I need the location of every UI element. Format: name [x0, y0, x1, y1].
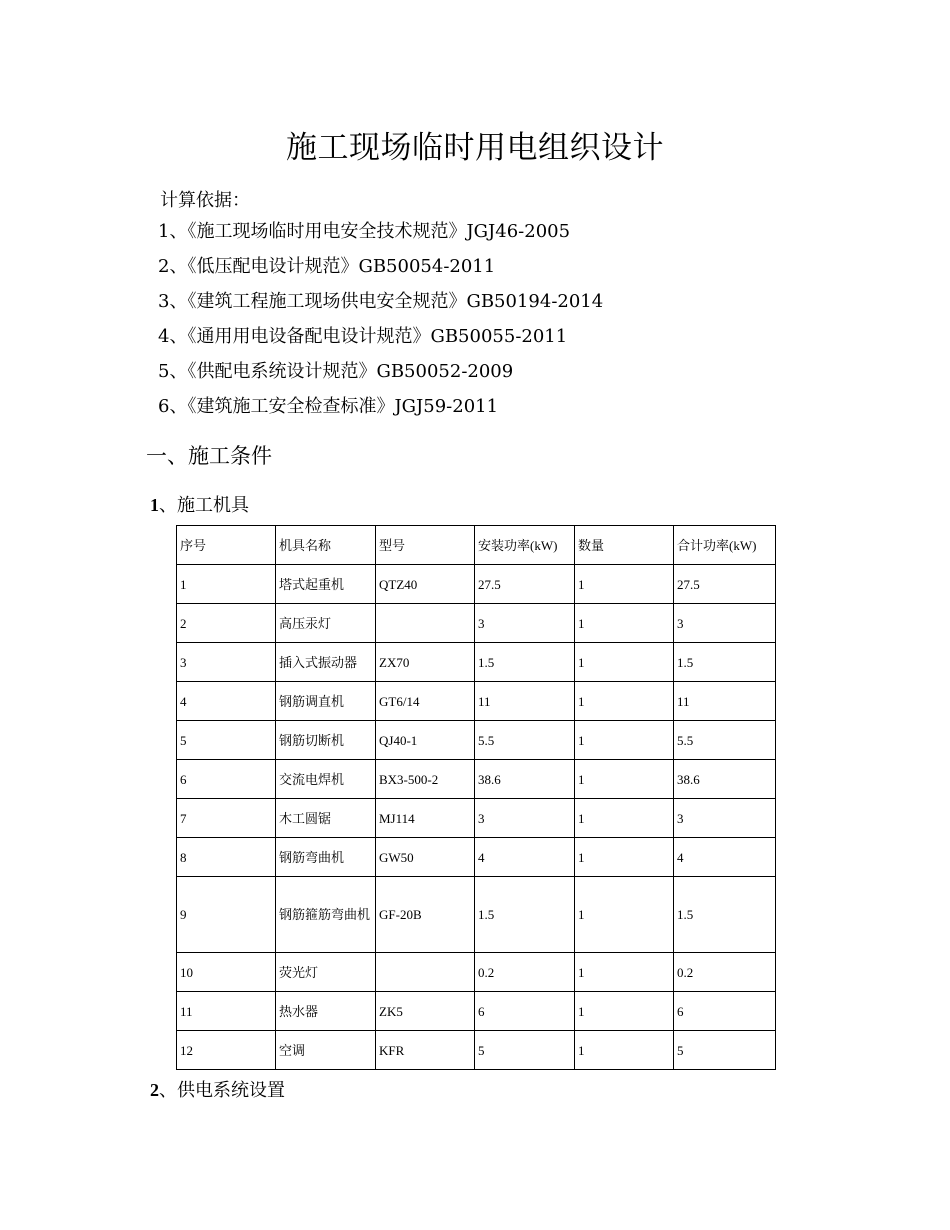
- subheading-number: 2: [150, 1080, 159, 1100]
- subheading-number: 1: [150, 495, 159, 515]
- table-cell: GF-20B: [376, 877, 475, 953]
- table-cell: 1.5: [674, 877, 776, 953]
- section-heading-construction-conditions: 一、施工条件: [146, 444, 272, 468]
- table-cell: 27.5: [475, 565, 575, 604]
- table-cell: 1.5: [475, 643, 575, 682]
- table-cell: 空调: [276, 1031, 376, 1070]
- table-cell: 9: [177, 877, 276, 953]
- table-cell: 1: [575, 877, 674, 953]
- table-header-row: [177, 526, 776, 565]
- table-cell: 荧光灯: [276, 953, 376, 992]
- table-cell: 2: [177, 604, 276, 643]
- table-cell: 5.5: [475, 721, 575, 760]
- table-row: [177, 838, 776, 877]
- basis-item: 1、《施工现场临时用电安全技术规范》JGJ46-2005: [158, 221, 571, 242]
- table-cell: 11: [674, 682, 776, 721]
- table-cell: 3: [674, 799, 776, 838]
- document-title: 施工现场临时用电组织设计: [286, 130, 664, 166]
- header-cell: 数量: [575, 526, 674, 565]
- table-cell: 1: [575, 760, 674, 799]
- basis-item: 4、《通用用电设备配电设计规范》GB50055-2011: [158, 326, 568, 347]
- table-row: [177, 643, 776, 682]
- table-row: [177, 992, 776, 1031]
- table-cell: 1: [575, 1031, 674, 1070]
- table-cell: 钢筋调直机: [276, 682, 376, 721]
- table-cell: 6: [475, 992, 575, 1031]
- table-cell: 6: [674, 992, 776, 1031]
- table-cell: GT6/14: [376, 682, 475, 721]
- table-row: [177, 760, 776, 799]
- table-cell: 1: [575, 565, 674, 604]
- table-cell: ZX70: [376, 643, 475, 682]
- table-cell: 1: [575, 953, 674, 992]
- table-cell: 5: [674, 1031, 776, 1070]
- table-cell: 热水器: [276, 992, 376, 1031]
- table-cell: 11: [177, 992, 276, 1031]
- basis-item: 3、《建筑工程施工现场供电安全规范》GB50194-2014: [158, 291, 604, 312]
- table-cell: 1: [575, 643, 674, 682]
- table-row: [177, 565, 776, 604]
- table-cell: 11: [475, 682, 575, 721]
- table-cell: 插入式振动器: [276, 643, 376, 682]
- header-cell: 安装功率(kW): [475, 526, 575, 565]
- subheading-text: 、施工机具: [159, 495, 249, 516]
- basis-item: 6、《建筑施工安全检查标准》JGJ59-2011: [158, 396, 499, 417]
- table-cell: 6: [177, 760, 276, 799]
- table-cell: 3: [674, 604, 776, 643]
- table-cell: 塔式起重机: [276, 565, 376, 604]
- table-cell: 27.5: [674, 565, 776, 604]
- table-cell: 1: [177, 565, 276, 604]
- basis-label: 计算依据：: [160, 190, 250, 211]
- header-cell: 序号: [177, 526, 276, 565]
- table-row: [177, 877, 776, 953]
- equipment-table: [176, 525, 776, 1070]
- table-row: [177, 953, 776, 992]
- table-cell: BX3-500-2: [376, 760, 475, 799]
- table-cell: 交流电焊机: [276, 760, 376, 799]
- table-cell: 钢筋弯曲机: [276, 838, 376, 877]
- table-cell: 12: [177, 1031, 276, 1070]
- table-cell: 1: [575, 721, 674, 760]
- table-cell: 7: [177, 799, 276, 838]
- table-cell: 5: [177, 721, 276, 760]
- table-cell: 10: [177, 953, 276, 992]
- table-cell: KFR: [376, 1031, 475, 1070]
- subheading-power-supply: [150, 1076, 285, 1102]
- table-cell: ZK5: [376, 992, 475, 1031]
- table-cell: 3: [177, 643, 276, 682]
- table-cell: 1.5: [674, 643, 776, 682]
- table-cell: 5: [475, 1031, 575, 1070]
- header-cell: 机具名称: [276, 526, 376, 565]
- table-cell: [376, 604, 475, 643]
- table-cell: 4: [475, 838, 575, 877]
- table-cell: 1: [575, 604, 674, 643]
- table-cell: 1: [575, 682, 674, 721]
- table-cell: QTZ40: [376, 565, 475, 604]
- table-cell: 8: [177, 838, 276, 877]
- table-cell: 1: [575, 799, 674, 838]
- table-row: [177, 604, 776, 643]
- table-cell: 3: [475, 604, 575, 643]
- table-row: [177, 721, 776, 760]
- subheading-text: 、供电系统设置: [159, 1080, 285, 1101]
- table-cell: 1.5: [475, 877, 575, 953]
- header-cell: 合计功率(kW): [674, 526, 776, 565]
- table-cell: 0.2: [475, 953, 575, 992]
- table-cell: GW50: [376, 838, 475, 877]
- table-row: [177, 682, 776, 721]
- table-cell: 钢筋切断机: [276, 721, 376, 760]
- table-cell: 4: [177, 682, 276, 721]
- table-cell: MJ114: [376, 799, 475, 838]
- table-row: [177, 1031, 776, 1070]
- table-cell: 38.6: [475, 760, 575, 799]
- header-cell: 型号: [376, 526, 475, 565]
- basis-item: 2、《低压配电设计规范》GB50054-2011: [158, 256, 496, 277]
- table-row: [177, 799, 776, 838]
- table-cell: [376, 953, 475, 992]
- table-cell: 钢筋箍筋弯曲机: [276, 877, 376, 953]
- table-cell: 5.5: [674, 721, 776, 760]
- table-cell: 4: [674, 838, 776, 877]
- table-cell: 0.2: [674, 953, 776, 992]
- table-cell: 高压汞灯: [276, 604, 376, 643]
- table-cell: 1: [575, 838, 674, 877]
- table-cell: 3: [475, 799, 575, 838]
- subheading-equipment: [150, 491, 249, 517]
- table-cell: 38.6: [674, 760, 776, 799]
- table-cell: 1: [575, 992, 674, 1031]
- basis-list: [158, 219, 603, 429]
- basis-item: 5、《供配电系统设计规范》GB50052-2009: [158, 361, 514, 382]
- table-cell: 木工圆锯: [276, 799, 376, 838]
- table-cell: QJ40-1: [376, 721, 475, 760]
